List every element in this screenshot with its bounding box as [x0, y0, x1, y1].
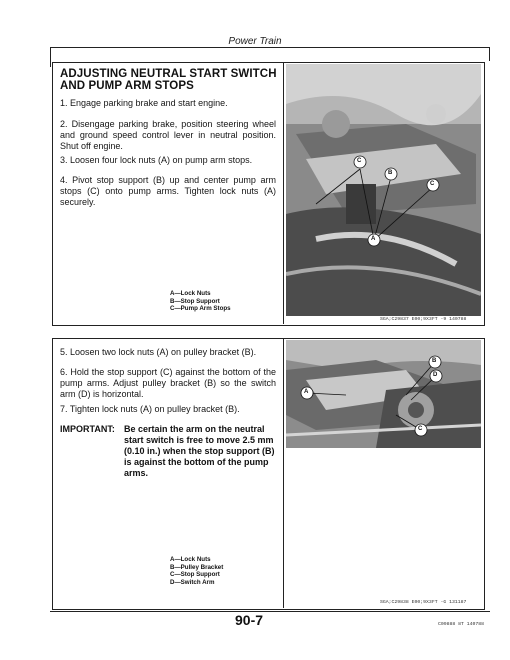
callout-label: D [433, 372, 438, 378]
section-title-line-1: ADJUSTING NEUTRAL START SWITCH [60, 68, 277, 80]
pump-arm-stops-illustration [286, 64, 481, 316]
step-2: 2. Disengage parking brake, position steering wheel and ground speed control lever in neutral position. Shut off engine. [60, 119, 276, 151]
callout-label: C [430, 181, 435, 187]
legend-item: C—Pump Arm Stops [170, 305, 231, 312]
page-number: 90-7 [235, 612, 264, 628]
step-4: 4. Pivot stop support (B) up and center pump arm stops (C) onto pump arms. Tighten lock nuts (A) securely. [60, 175, 276, 207]
footer-code: C09888 8T 140788 [438, 622, 485, 627]
section-title-line-2: AND PUMP ARM STOPS [60, 80, 194, 92]
callout-label: C [418, 426, 423, 432]
important-note: Be certain the arm on the neutral start switch is free to move 2.5 mm (0.10 in.) when the stop support (B) is against the bottom of the pump arms. [124, 424, 275, 478]
section-title [60, 68, 280, 92]
legend-item: D—Switch Arm [170, 578, 215, 586]
callout-label: B [388, 170, 393, 176]
header-rule [50, 47, 490, 48]
pulley-bracket-illustration [286, 340, 481, 448]
image-caption-2: SGA;C29838 E00;9X3FT -G 131187 [380, 600, 467, 605]
callout-label: A [371, 236, 376, 242]
step-7: 7. Tighten lock nuts (A) on pulley bracket (B). [60, 404, 240, 414]
legend-1 [170, 290, 231, 313]
callout-label: C [357, 158, 362, 164]
step-6: 6. Hold the stop support (C) against the bottom of the pump arms. Adjust pulley bracket (B) so the switch arm (D) is horizontal. [60, 367, 276, 399]
legend-2 [170, 556, 223, 586]
step-3: 3. Loosen four lock nuts (A) on pump arm stops. [60, 155, 253, 165]
step-1: 1. Engage parking brake and start engine. [60, 98, 228, 108]
legend-item: C—Stop Support [170, 571, 220, 578]
legend-item: A—Lock Nuts [170, 556, 211, 563]
legend-item: A—Lock Nuts [170, 290, 211, 297]
pulley-bracket-photo [286, 340, 481, 448]
section-1-divider [283, 62, 284, 324]
image-caption-1: SGA;C29837 E00;9X3FT -9 140788 [380, 317, 467, 322]
legend-item: B—Stop Support [170, 297, 220, 305]
section-2-divider [283, 338, 284, 608]
important-label: IMPORTANT: [60, 424, 115, 434]
header-rule-left [50, 47, 51, 67]
callout-label: B [432, 358, 437, 364]
callout-label: A [304, 389, 309, 395]
step-5: 5. Loosen two lock nuts (A) on pulley bracket (B). [60, 347, 257, 357]
legend-item: B—Pulley Bracket [170, 563, 224, 571]
footer-rule [50, 611, 490, 612]
running-header: Power Train [228, 36, 282, 47]
header-rule-right [489, 47, 490, 61]
pump-arm-stops-photo [286, 64, 481, 316]
